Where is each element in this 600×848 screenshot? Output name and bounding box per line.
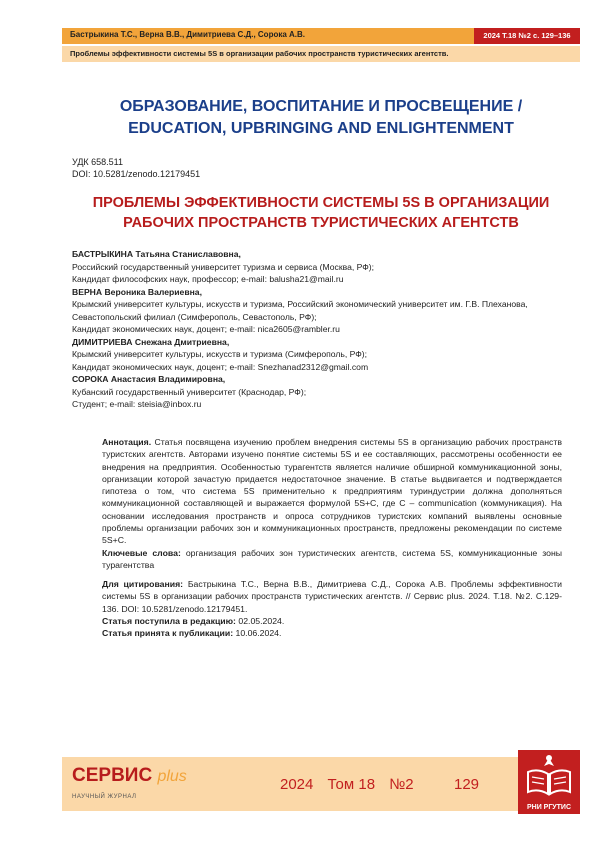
author-degree: Кандидат философских наук, профессор; e-mail: balusha21@mail.ru: [72, 274, 344, 284]
article-title-line1: ПРОБЛЕМЫ ЭФФЕКТИВНОСТИ СИСТЕМЫ 5S В ОРГАНИЗАЦИИ: [92, 195, 550, 211]
author-name: ВЕРНА Вероника Валериевна,: [72, 286, 202, 297]
issue-info: [280, 776, 424, 793]
header-authors: Бастрыкина Т.С., Верна В.В., Димитриева С.Д., Сорока А.В.: [70, 30, 306, 39]
received-line: [72, 615, 562, 627]
author-affiliation: Севастопольский филиал (Симферополь, Севастополь, РФ);: [72, 311, 317, 322]
abstract: [72, 436, 562, 571]
journal-logo-text: СЕРВИС: [72, 765, 153, 786]
received-date: 02.05.2024.: [238, 615, 285, 626]
journal-type: НАУЧНЫЙ ЖУРНАЛ: [72, 794, 137, 800]
page-number: 129: [454, 776, 480, 793]
author-degree: Кандидат экономических наук, доцент; e-mail: nica2605@rambler.ru: [72, 324, 340, 334]
issue-volume: Том 18: [327, 776, 376, 793]
journal-logo-plus: plus: [157, 768, 187, 785]
abstract-paragraph: [72, 436, 562, 547]
author-affiliation: Крымский университет культуры, искусств и туризма (Симферополь, РФ);: [72, 349, 368, 359]
citation-label: Для цитирования:: [102, 579, 184, 589]
author-degree: Студент; e-mail: steisia@inbox.ru: [72, 399, 202, 409]
citation-paragraph: [72, 578, 562, 615]
book-emblem-icon: [518, 750, 580, 802]
article-title-line2: РАБОЧИХ ПРОСТРАНСТВ ТУРИСТИЧЕСКИХ АГЕНТСТВ: [123, 215, 519, 231]
abstract-label: Аннотация.: [102, 437, 152, 447]
accepted-date: 10.06.2024.: [235, 628, 282, 639]
accepted-label: Статья принята к публикации:: [102, 628, 234, 639]
issue-year: 2024: [280, 776, 314, 793]
author-affiliation: Крымский университет культуры, искусств и туризма, Российский экономический университет им. Г.В. Плеханова,: [72, 299, 528, 309]
issue-number: №2: [389, 776, 414, 793]
emblem-text: РНИ РГУТИС: [526, 804, 572, 811]
header-subbar: [62, 46, 580, 62]
doi: DOI: 10.5281/zenodo.12179451: [72, 169, 201, 179]
udk: УДК 658.511: [72, 157, 124, 167]
author-3: [72, 336, 572, 374]
keywords-paragraph: [72, 547, 562, 572]
footer: [62, 757, 580, 811]
section-title-line1: ОБРАЗОВАНИЕ, ВОСПИТАНИЕ И ПРОСВЕЩЕНИЕ /: [119, 98, 523, 115]
abstract-text: Статья посвящена изучению проблем внедрения системы 5S в организацию рабочих пространств туристских агентств. Авторами изучено понятие системы 5S и ее составляющих, рассмотрены особенности ее внедрения на предприятия. Особенностью турагентств является наличие обширной коммуникационной зоны, организации которой зачастую придается недостаточное значение. В статье выдвигается и подтверждается гипотеза о том, что система 5S применительно к предприятиям туриндустрии должна дополняться коммуникационной составляющей и выражается формулой 5S+C, где C – communication (коммуникация). На основании исследования пространств и опроса сотрудников туристских компаний выявлены основные проблемы организации рабочих зон и коммуникационных пространств, предложены рекомендации по системе 5S+C.: [102, 437, 562, 546]
university-emblem: [518, 750, 580, 814]
author-2: [72, 286, 572, 336]
header-pages: 2024 Т.18 №2 с. 129–136: [474, 28, 580, 44]
keywords-label: Ключевые слова:: [102, 547, 181, 558]
section-title-line2: EDUCATION, UPBRINGING AND ENLIGHTENMENT: [128, 120, 514, 137]
author-affiliation: Кубанский государственный университет (Краснодар, РФ);: [72, 386, 307, 397]
author-degree: Кандидат экономических наук, доцент; e-mail: Snezhanad2312@gmail.com: [72, 361, 369, 372]
author-name: БАСТРЫКИНА Татьяна Станиславовна,: [72, 249, 241, 259]
author-name: СОРОКА Анастасия Владимировна,: [72, 374, 226, 384]
header-bar: [62, 28, 580, 44]
received-label: Статья поступила в редакцию:: [102, 615, 236, 626]
article-meta: [72, 156, 200, 180]
article-title: [62, 193, 580, 233]
citation: [72, 578, 562, 639]
author-4: [72, 373, 572, 411]
header-article-short: Проблемы эффективности системы 5S в организации рабочих пространств туристических агентств.: [70, 49, 449, 58]
accepted-line: [72, 627, 562, 639]
authors-block: [72, 248, 572, 411]
author-affiliation: Российский государственный университет туризма и сервиса (Москва, РФ);: [72, 261, 375, 272]
section-title: [62, 96, 580, 140]
author-name: ДИМИТРИЕВА Снежана Дмитриевна,: [72, 336, 230, 347]
citation-text: Бастрыкина Т.С., Верна В.В., Димитриева С.Д., Сорока А.В. Проблемы эффективности системы 5S в организации рабочих пространств туристических агентств. // Сервис plus. 2024. Т.18. №2. С.129-136. DOI: 10.5281/zenodo.12179451.: [102, 579, 562, 614]
keywords-text: организация рабочих зон туристических агентств, система 5S, коммуникационные зоны турагентства: [102, 547, 562, 570]
author-1: [72, 248, 572, 286]
journal-logo: [72, 765, 187, 787]
